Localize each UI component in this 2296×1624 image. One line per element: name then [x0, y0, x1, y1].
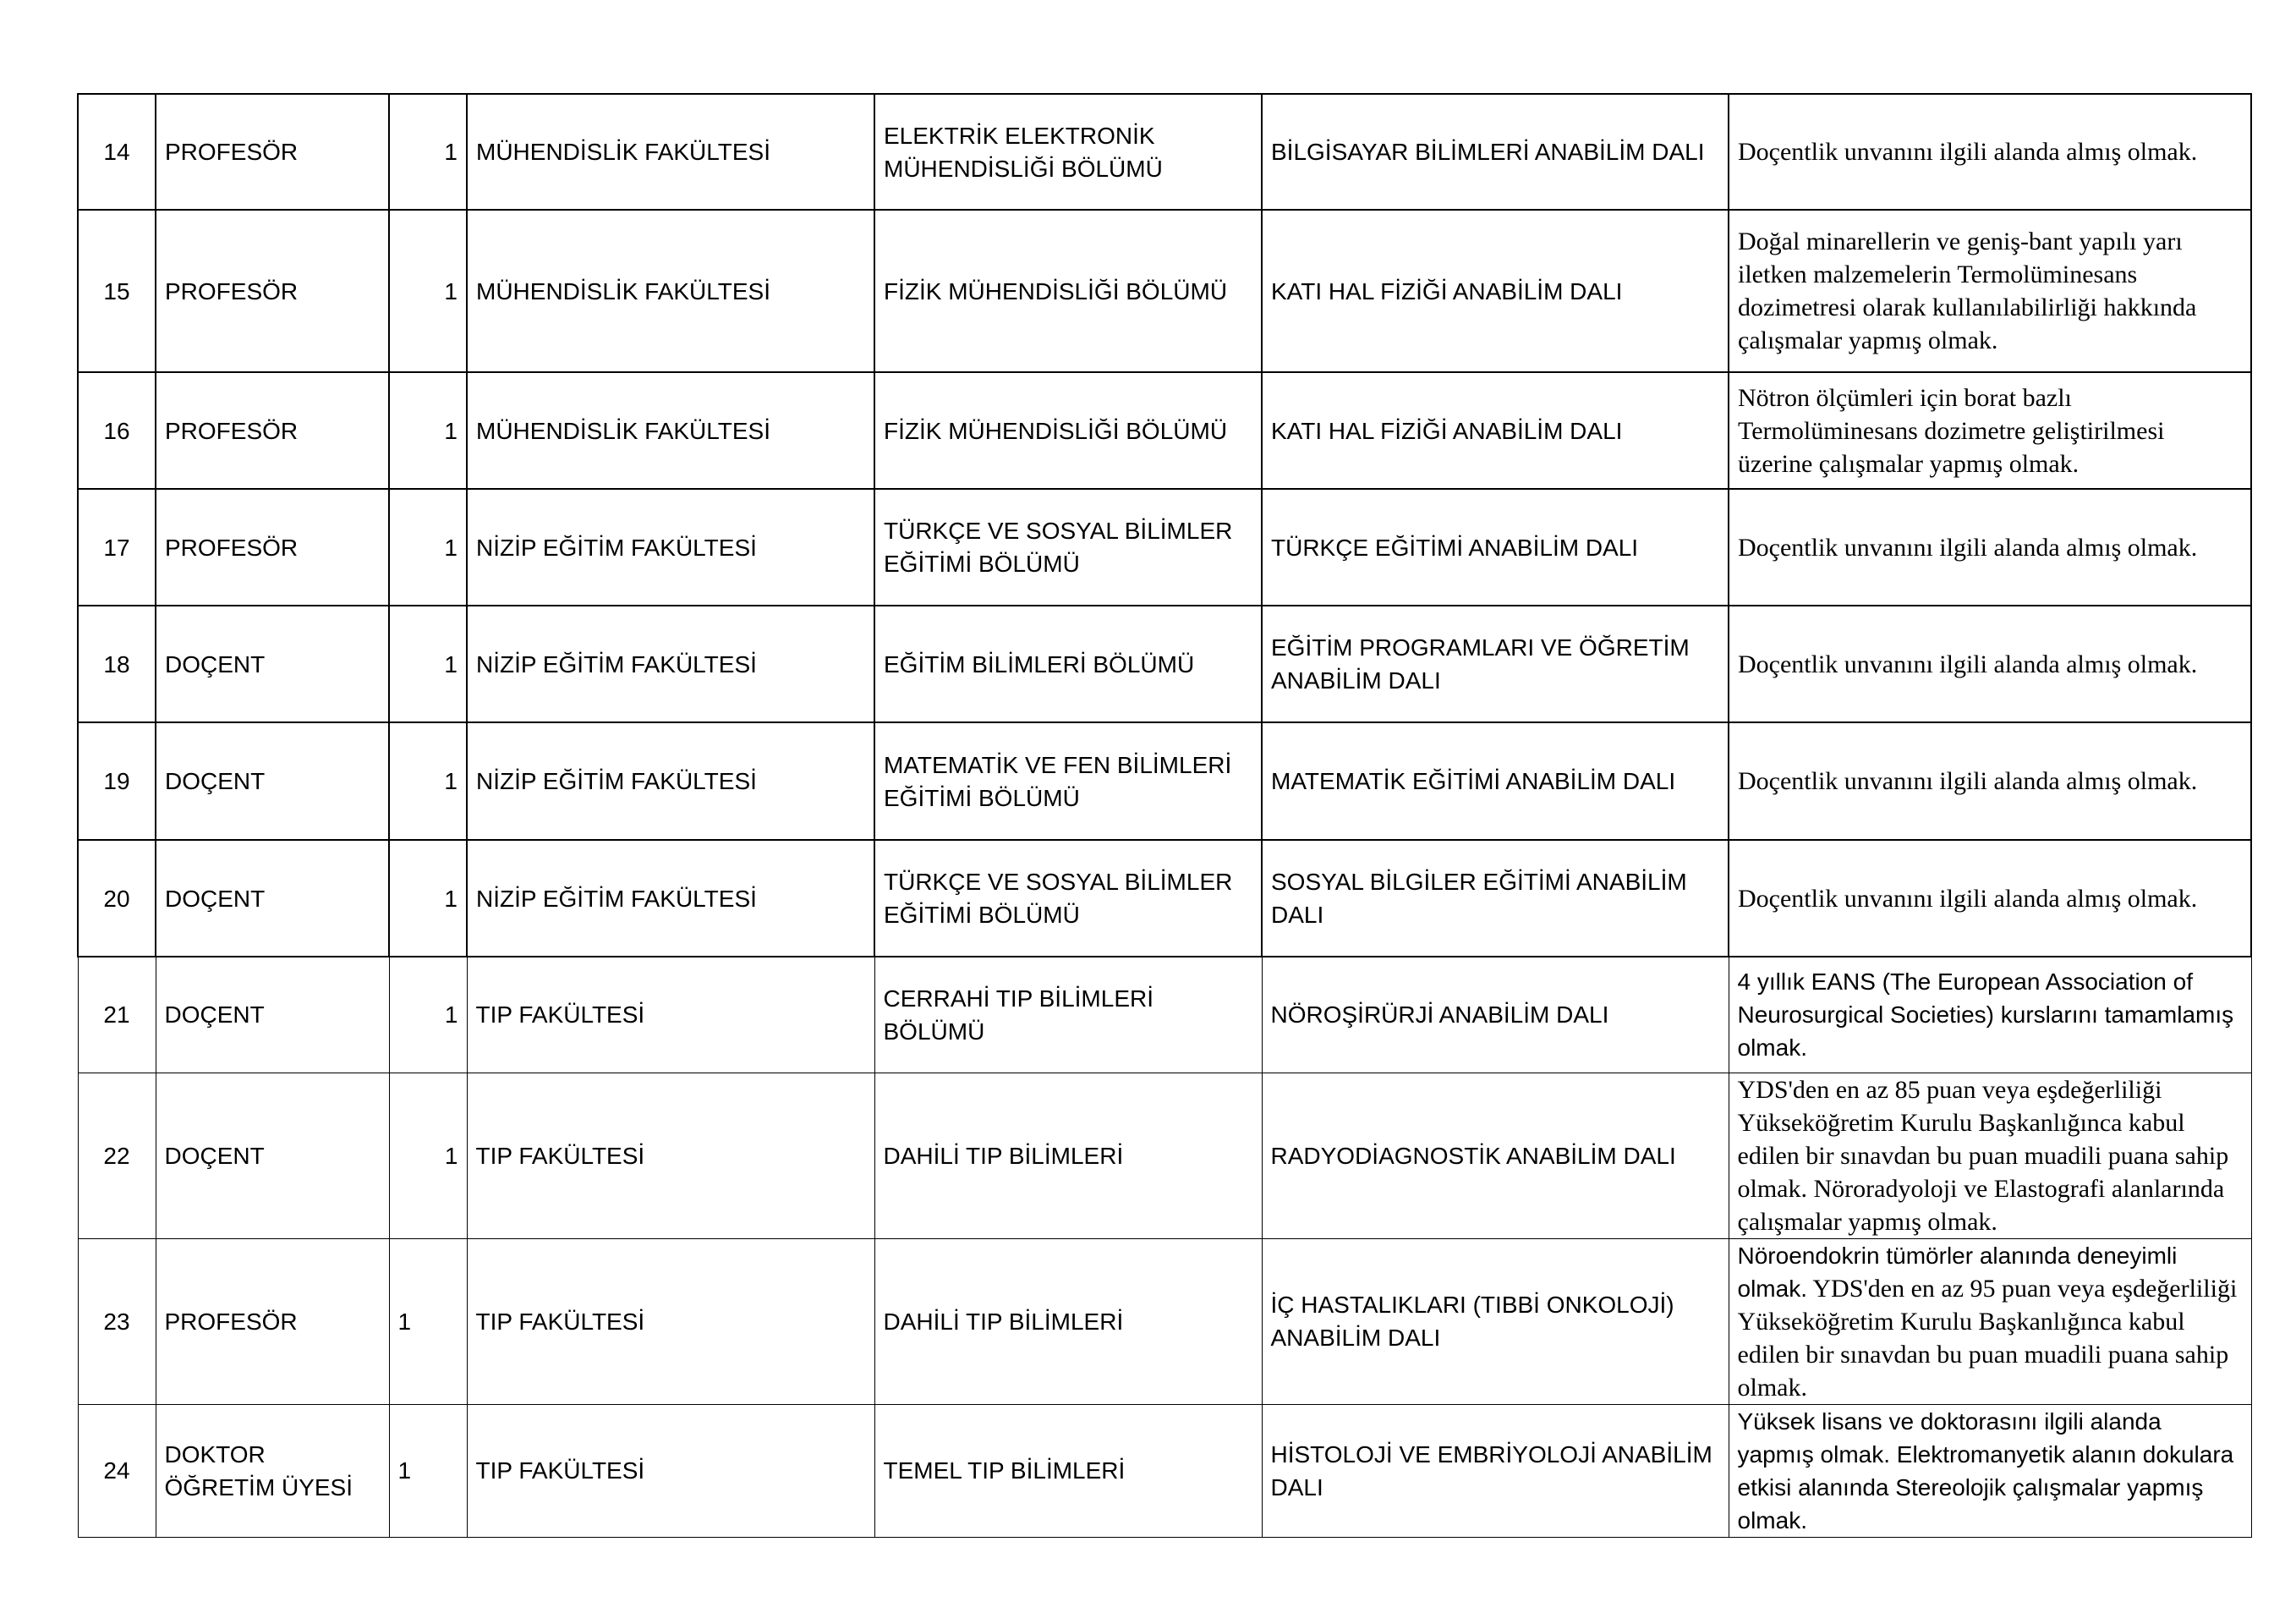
- department: DAHİLİ TIP BİLİMLERİ: [874, 1073, 1262, 1238]
- faculty: TIP FAKÜLTESİ: [467, 1073, 874, 1238]
- faculty: NİZİP EĞİTİM FAKÜLTESİ: [467, 489, 874, 606]
- academic-title: PROFESÖR: [156, 489, 389, 606]
- row-number: 20: [78, 840, 156, 957]
- division: BİLGİSAYAR BİLİMLERİ ANABİLİM DALI: [1262, 94, 1729, 210]
- division: RADYODİAGNOSTİK ANABİLİM DALI: [1262, 1073, 1729, 1238]
- position-count: 1: [389, 1073, 467, 1238]
- requirement: Doçentlik unvanını ilgili alanda almış olmak.: [1729, 94, 2251, 210]
- row-number: 18: [78, 606, 156, 722]
- department: MATEMATİK VE FEN BİLİMLERİ EĞİTİMİ BÖLÜMÜ: [874, 722, 1262, 840]
- academic-title: DOÇENT: [156, 840, 389, 957]
- row-number: 23: [78, 1238, 156, 1404]
- table-row: [78, 606, 2251, 722]
- division: HİSTOLOJİ VE EMBRİYOLOJİ ANABİLİM DALI: [1262, 1404, 1729, 1537]
- faculty: NİZİP EĞİTİM FAKÜLTESİ: [467, 722, 874, 840]
- position-count: 1: [389, 722, 467, 840]
- academic-title: PROFESÖR: [156, 1238, 389, 1404]
- position-count: 1: [389, 606, 467, 722]
- division: İÇ HASTALIKLARI (TIBBİ ONKOLOJİ) ANABİLİM DALI: [1262, 1238, 1729, 1404]
- division: KATI HAL FİZİĞİ ANABİLİM DALI: [1262, 210, 1729, 372]
- academic-title: DOKTOR ÖĞRETİM ÜYESİ: [156, 1404, 389, 1537]
- requirement: [1729, 1238, 2251, 1404]
- table-row: [78, 1404, 2251, 1537]
- table-row: [78, 94, 2251, 210]
- position-count: 1: [389, 372, 467, 489]
- academic-title: PROFESÖR: [156, 372, 389, 489]
- table-row: [78, 489, 2251, 606]
- position-count: 1: [389, 1238, 467, 1404]
- requirement: Doçentlik unvanını ilgili alanda almış olmak.: [1729, 840, 2251, 957]
- row-number: 17: [78, 489, 156, 606]
- department: TÜRKÇE VE SOSYAL BİLİMLER EĞİTİMİ BÖLÜMÜ: [874, 489, 1262, 606]
- faculty: NİZİP EĞİTİM FAKÜLTESİ: [467, 840, 874, 957]
- faculty: TIP FAKÜLTESİ: [467, 1404, 874, 1537]
- row-number: 21: [78, 957, 156, 1073]
- requirement: Doçentlik unvanını ilgili alanda almış olmak.: [1729, 489, 2251, 606]
- position-count: 1: [389, 489, 467, 606]
- table-row: [78, 372, 2251, 489]
- department: TÜRKÇE VE SOSYAL BİLİMLER EĞİTİMİ BÖLÜMÜ: [874, 840, 1262, 957]
- faculty: TIP FAKÜLTESİ: [467, 1238, 874, 1404]
- table-row: [78, 1073, 2251, 1238]
- row-number: 14: [78, 94, 156, 210]
- division: SOSYAL BİLGİLER EĞİTİMİ ANABİLİM DALI: [1262, 840, 1729, 957]
- academic-title: DOÇENT: [156, 1073, 389, 1238]
- faculty: TIP FAKÜLTESİ: [467, 957, 874, 1073]
- position-count: 1: [389, 210, 467, 372]
- row-number: 24: [78, 1404, 156, 1537]
- requirement: Doçentlik unvanını ilgili alanda almış olmak.: [1729, 722, 2251, 840]
- table-row: [78, 722, 2251, 840]
- requirement-detail: YDS'den en az 95 puan veya eşdeğerliliği Yükseköğretim Kurulu Başkanlığınca kabul edilen bir sınavdan bu puan muadili puana sahip olmak.: [1737, 1274, 2238, 1402]
- academic-title: PROFESÖR: [156, 210, 389, 372]
- requirement: Doğal minarellerin ve geniş-bant yapılı yarı iletken malzemelerin Termolüminesans dozimetresi olarak kullanılabilirliği hakkında çalışmalar yapmış olmak.: [1729, 210, 2251, 372]
- position-count: 1: [389, 957, 467, 1073]
- department: DAHİLİ TIP BİLİMLERİ: [874, 1238, 1262, 1404]
- positions-table: [77, 93, 2252, 1538]
- row-number: 22: [78, 1073, 156, 1238]
- academic-title: PROFESÖR: [156, 94, 389, 210]
- division: TÜRKÇE EĞİTİMİ ANABİLİM DALI: [1262, 489, 1729, 606]
- department: CERRAHİ TIP BİLİMLERİ BÖLÜMÜ: [874, 957, 1262, 1073]
- table-row: [78, 957, 2251, 1073]
- academic-title: DOÇENT: [156, 957, 389, 1073]
- requirement: Doçentlik unvanını ilgili alanda almış olmak.: [1729, 606, 2251, 722]
- table-row: [78, 210, 2251, 372]
- requirement-lead: Nöroendokrin tümörler alanında deneyimli olmak.: [1737, 1242, 2178, 1302]
- department: TEMEL TIP BİLİMLERİ: [874, 1404, 1262, 1537]
- academic-title: DOÇENT: [156, 722, 389, 840]
- faculty: MÜHENDİSLİK FAKÜLTESİ: [467, 372, 874, 489]
- table-row: [78, 840, 2251, 957]
- table-row: [78, 1238, 2251, 1404]
- row-number: 19: [78, 722, 156, 840]
- requirement: Nötron ölçümleri için borat bazlı Termolüminesans dozimetre geliştirilmesi üzerine çalışmalar yapmış olmak.: [1729, 372, 2251, 489]
- requirement: YDS'den en az 85 puan veya eşdeğerliliği Yükseköğretim Kurulu Başkanlığınca kabul edilen bir sınavdan bu puan muadili puana sahip olmak. Nöroradyoloji ve Elastografi alanlarında çalışmalar yapmış olmak.: [1729, 1073, 2251, 1238]
- department: FİZİK MÜHENDİSLİĞİ BÖLÜMÜ: [874, 210, 1262, 372]
- department: FİZİK MÜHENDİSLİĞİ BÖLÜMÜ: [874, 372, 1262, 489]
- faculty: MÜHENDİSLİK FAKÜLTESİ: [467, 210, 874, 372]
- position-count: 1: [389, 1404, 467, 1537]
- row-number: 15: [78, 210, 156, 372]
- faculty: MÜHENDİSLİK FAKÜLTESİ: [467, 94, 874, 210]
- division: KATI HAL FİZİĞİ ANABİLİM DALI: [1262, 372, 1729, 489]
- faculty: NİZİP EĞİTİM FAKÜLTESİ: [467, 606, 874, 722]
- department: ELEKTRİK ELEKTRONİK MÜHENDİSLİĞİ BÖLÜMÜ: [874, 94, 1262, 210]
- academic-title: DOÇENT: [156, 606, 389, 722]
- requirement: Yüksek lisans ve doktorasını ilgili alanda yapmış olmak. Elektromanyetik alanın dokulara etkisi alanında Stereolojik çalışmalar yapmış olmak.: [1729, 1404, 2251, 1537]
- position-count: 1: [389, 840, 467, 957]
- requirement: 4 yıllık EANS (The European Association of Neurosurgical Societies) kurslarını tamamlamış olmak.: [1729, 957, 2251, 1073]
- row-number: 16: [78, 372, 156, 489]
- division: MATEMATİK EĞİTİMİ ANABİLİM DALI: [1262, 722, 1729, 840]
- division: EĞİTİM PROGRAMLARI VE ÖĞRETİM ANABİLİM DALI: [1262, 606, 1729, 722]
- department: EĞİTİM BİLİMLERİ BÖLÜMÜ: [874, 606, 1262, 722]
- division: NÖROŞİRÜRJİ ANABİLİM DALI: [1262, 957, 1729, 1073]
- position-count: 1: [389, 94, 467, 210]
